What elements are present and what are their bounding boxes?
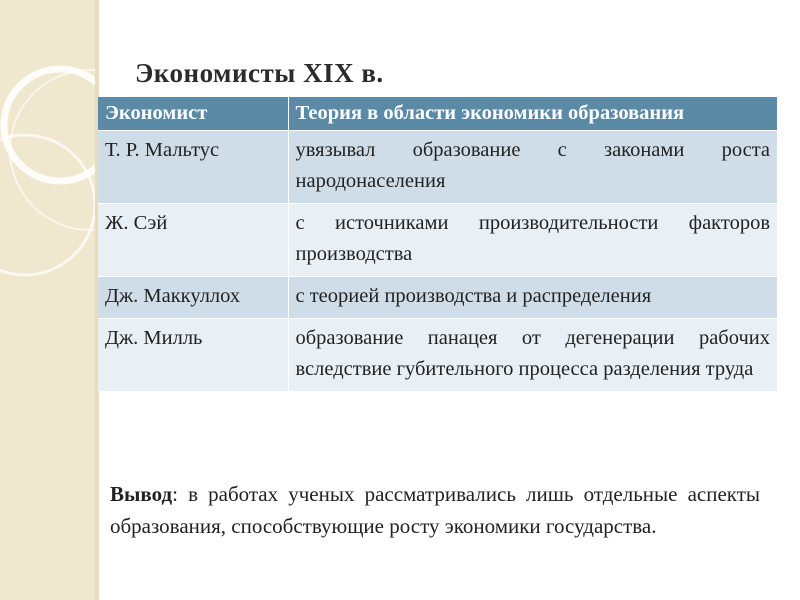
table-header-row (98, 97, 777, 131)
slide-title: Экономисты XIX в. (135, 58, 384, 88)
conclusion-paragraph (110, 478, 760, 542)
economists-table (98, 97, 777, 391)
table-row (98, 319, 777, 392)
theory-cell: увязывал образование с законами роста народонаселения (288, 131, 777, 204)
economist-cell: Ж. Сэй (98, 204, 288, 277)
header-economist: Экономист (98, 97, 288, 131)
table-row (98, 131, 777, 204)
decorative-side-band (0, 0, 99, 600)
theory-cell: с источниками производительности факторов производства (288, 204, 777, 277)
header-theory: Теория в области экономики образования (288, 97, 777, 131)
table-row (98, 277, 777, 319)
table-row (98, 204, 777, 277)
economist-cell: Дж. Милль (98, 319, 288, 392)
theory-cell: с теорией производства и распределения (288, 277, 777, 319)
decorative-circles-graphic (0, 0, 95, 600)
conclusion-label: Вывод (110, 482, 173, 506)
economist-cell: Дж. Маккуллох (98, 277, 288, 319)
economist-cell: Т. Р. Мальтус (98, 131, 288, 204)
theory-cell: образование панацея от дегенерации рабочих вследствие губительного процесса разделения труда (288, 319, 777, 392)
conclusion-text: : в работах ученых рассматривались лишь отдельные аспекты образования, способствующие росту экономики государства. (110, 482, 760, 538)
